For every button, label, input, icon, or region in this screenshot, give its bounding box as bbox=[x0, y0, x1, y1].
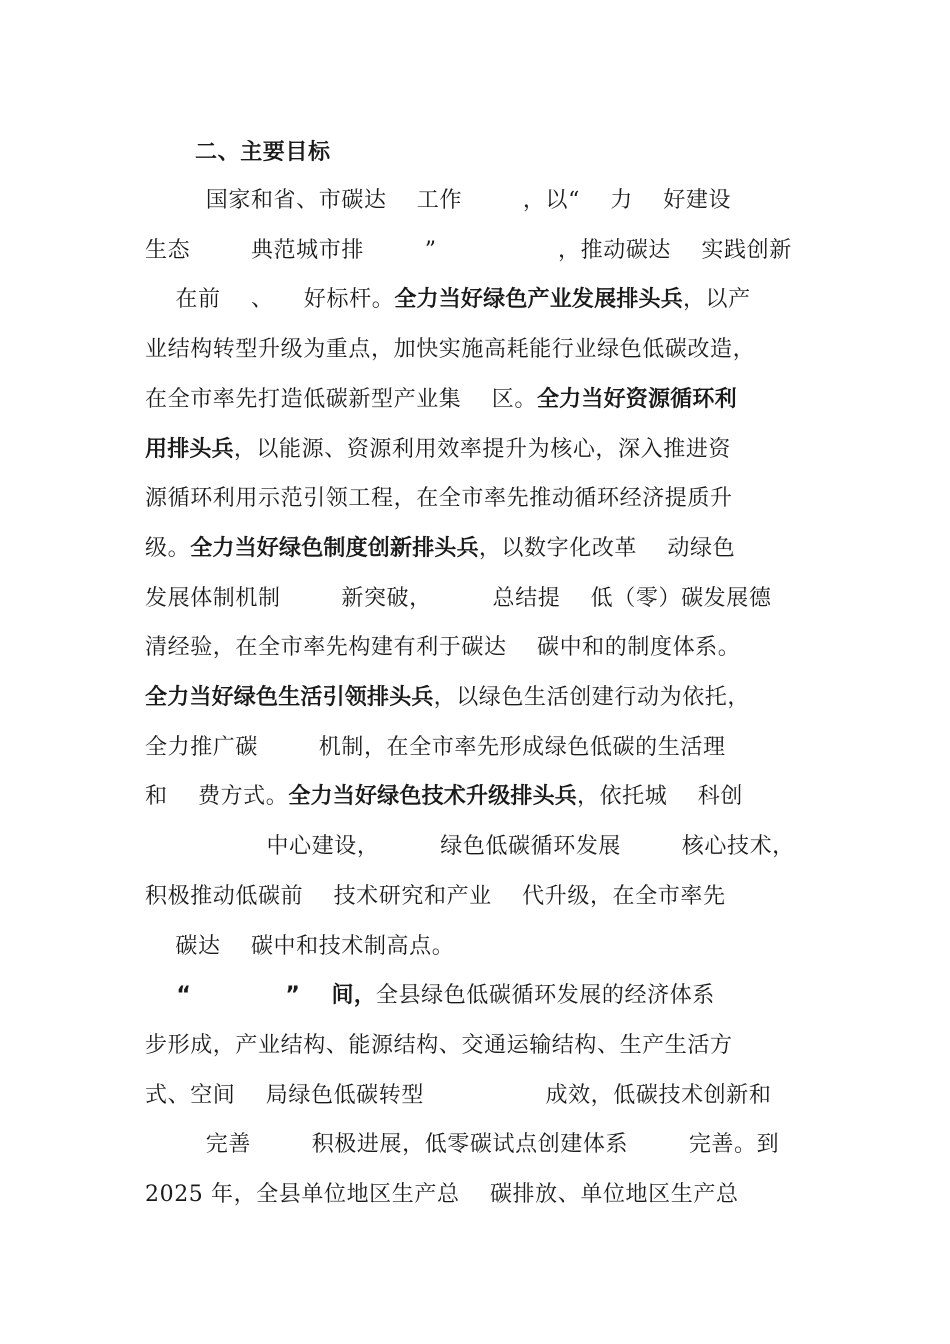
text-run: 在前 、 好标杆。 bbox=[145, 287, 395, 313]
text-line bbox=[145, 584, 805, 614]
text-line bbox=[145, 236, 805, 266]
section-heading: 二、主要目标 bbox=[195, 140, 331, 165]
text-line bbox=[145, 435, 805, 465]
text-line bbox=[145, 1130, 805, 1160]
text-line bbox=[145, 981, 805, 1011]
text-line bbox=[145, 186, 805, 216]
text-line bbox=[145, 832, 805, 862]
text-run: 和 费方式。 bbox=[145, 784, 289, 810]
text-line bbox=[145, 683, 805, 713]
text-run: 步形成，产业结构、能源结构、交通运输结构、生产生活方 bbox=[145, 1032, 733, 1058]
text-run: 国家和省、市碳达 工作 ，以“ 力 好建设 bbox=[145, 188, 732, 213]
bold-phrase: 全力当好绿色生活引领排头兵 bbox=[145, 685, 434, 710]
text-run: 生态 典范城市排 ” ，推动碳达 实践创新 bbox=[145, 237, 792, 263]
bold-phrase: 全力当好绿色制度创新排头兵 bbox=[190, 535, 479, 561]
bold-phrase: 全力当好绿色产业发展排头兵 bbox=[394, 287, 683, 313]
text-run: 源循环利用示范引领工程，在全市率先推动循环经济提质升 bbox=[145, 486, 733, 512]
text-run: 在全市率先打造低碳新型产业集 区。 bbox=[145, 386, 537, 412]
text-run: 完善 积极进展，低零碳试点创建体系 完善。到 bbox=[145, 1132, 780, 1158]
text-run: 业结构转型升级为重点，加快实施高耗能行业绿色低碳改造， bbox=[145, 337, 756, 363]
bold-phrase: 全力当好资源循环利 bbox=[536, 386, 737, 412]
text-run: 式、空间 局绿色低碳转型 成效，低碳技术创新和 bbox=[145, 1082, 772, 1108]
bold-phrase: 全力当好绿色技术升级排头兵 bbox=[288, 784, 577, 810]
text-line bbox=[145, 534, 805, 564]
text-run: ，依托城 科创 bbox=[576, 784, 743, 810]
text-line bbox=[145, 285, 805, 315]
text-run: 碳达 碳中和技术制高点。 bbox=[145, 933, 455, 959]
text-line bbox=[145, 484, 805, 514]
bold-phrase: “ ” 间， bbox=[145, 983, 376, 1009]
text-line bbox=[145, 335, 805, 365]
text-run: ，以产 bbox=[682, 287, 751, 313]
text-run: 2025 年，全县单位地区生产总 碳排放、单位地区生产总 bbox=[145, 1182, 739, 1207]
text-line bbox=[145, 882, 805, 912]
text-run: 清经验，在全市率先构建有利于碳达 碳中和的制度体系。 bbox=[145, 635, 741, 661]
text-run: 全力推广碳 机制，在全市率先形成绿色低碳的生活理 bbox=[145, 734, 726, 760]
text-line bbox=[145, 782, 805, 812]
text-line bbox=[145, 733, 805, 763]
text-line bbox=[145, 1031, 805, 1061]
text-line bbox=[145, 385, 805, 415]
text-run: 全县绿色低碳循环发展的经济体系 bbox=[375, 983, 715, 1009]
bold-phrase: 用排头兵 bbox=[145, 436, 234, 462]
text-run: ，以数字化改革 动绿色 bbox=[478, 535, 736, 561]
text-run: 发展体制机制 新突破， 总结提 低（零）碳发展德 bbox=[145, 585, 772, 611]
text-run: 级。 bbox=[145, 535, 191, 561]
text-run: 积极推动低碳前 技术研究和产业 代升级，在全市率先 bbox=[145, 883, 726, 909]
text-line bbox=[145, 1180, 805, 1210]
text-line bbox=[145, 932, 805, 962]
text-run: ，以能源、资源利用效率提升为核心，深入推进资 bbox=[233, 436, 732, 462]
text-line bbox=[145, 1081, 805, 1111]
text-run: 中心建设， 绿色低碳循环发展 核心技术， bbox=[145, 834, 795, 860]
text-run: ，以绿色生活创建行动为依托， bbox=[433, 685, 751, 710]
text-line bbox=[145, 633, 805, 663]
